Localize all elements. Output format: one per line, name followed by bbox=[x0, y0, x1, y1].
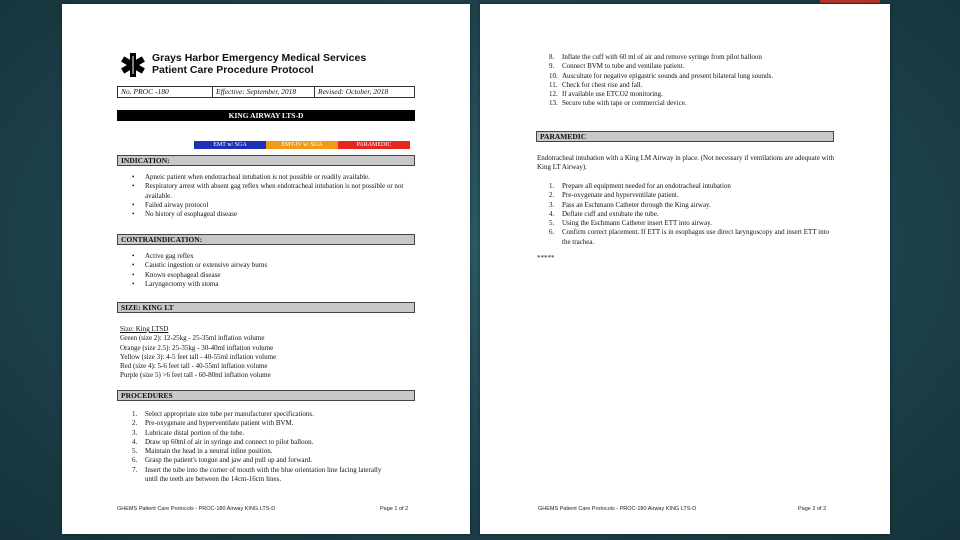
list-item: • Active gag reflex bbox=[132, 252, 412, 261]
step-text: Connect BVM to tube and ventilate patient. bbox=[562, 62, 685, 71]
footer-left: GHEMS Patient Care Protocols - PROC-180 Airway KING LTS-D bbox=[117, 506, 276, 512]
step-text: Confirm correct placement. If ETT is in esophagus use direct laryngoscopy and insert ETT into the trachea. bbox=[562, 228, 830, 246]
list-item bbox=[549, 182, 834, 191]
list-item bbox=[132, 419, 394, 428]
step-text: Insert the tube into the corner of mouth with the blue orientation line facing laterally until the teeth are between the 14cm-16cm lines. bbox=[145, 465, 382, 484]
step-text: Check for chest rise and fall. bbox=[562, 80, 643, 89]
legend-emt-sga: EMT w/ SGA bbox=[194, 141, 266, 149]
indication-list bbox=[132, 173, 412, 219]
step-text: Deflate cuff and extubate the tube. bbox=[562, 209, 659, 218]
size-line: Purple (size 5) >6 feet tall - 60-80ml inflation volume bbox=[120, 371, 271, 380]
step-number: 9. bbox=[549, 62, 555, 71]
step-number: 1. bbox=[132, 410, 138, 418]
procedures-list bbox=[132, 410, 394, 484]
step-number: 5. bbox=[132, 447, 138, 456]
size-subheading: Size: King LTSD bbox=[120, 325, 169, 333]
list-item bbox=[549, 228, 834, 247]
footer-page-number: Page 2 of 2 bbox=[798, 506, 827, 512]
step-number: 8. bbox=[549, 53, 555, 61]
step-text: Select appropriate size tube per manufacturer specifications. bbox=[145, 410, 314, 418]
list-item: • Laryngectomy with stoma bbox=[132, 280, 412, 289]
document-header bbox=[120, 52, 420, 82]
step-text: Pre-oxygenate and hyperventilate patient. bbox=[562, 191, 679, 200]
step-number: 4. bbox=[549, 209, 555, 218]
section-header-indication: INDICATION: bbox=[117, 155, 415, 166]
list-item bbox=[549, 191, 834, 200]
list-item bbox=[549, 90, 849, 99]
size-block bbox=[120, 325, 276, 381]
step-text: Draw up 60ml of air in syringe and connect to pilot balloon. bbox=[145, 437, 314, 446]
list-item bbox=[549, 62, 849, 71]
section-header-procedures: PROCEDURES bbox=[117, 390, 415, 401]
step-number: 2. bbox=[132, 419, 138, 428]
paramedic-steps-list bbox=[549, 182, 834, 247]
document-page-2 bbox=[480, 4, 890, 534]
list-item bbox=[132, 466, 394, 485]
step-number: 12. bbox=[549, 90, 558, 99]
list-item: • No history of esophageal disease bbox=[132, 210, 412, 219]
list-item: • Caustic ingestion or extensive airway burns bbox=[132, 261, 412, 270]
org-line-1: Grays Harbor Emergency Medical Services bbox=[152, 52, 367, 64]
step-number: 1. bbox=[549, 182, 555, 190]
list-item bbox=[132, 456, 394, 465]
procedures-continued-list bbox=[549, 53, 849, 109]
end-mark: ***** bbox=[537, 254, 555, 262]
accent-bar bbox=[820, 0, 880, 3]
size-line: Orange (size 2.5): 25-35kg - 30-40ml inflation volume bbox=[120, 343, 274, 352]
revised-date: Revised: October, 2018 bbox=[318, 87, 389, 96]
step-text: Lubricate distal portion of the tube. bbox=[145, 428, 245, 437]
list-item bbox=[549, 99, 849, 108]
step-text: Maintain the head in a neutral inline position. bbox=[145, 447, 273, 456]
step-number: 5. bbox=[549, 219, 555, 228]
step-text: Pre-oxygenate and hyperventilate patient with BVM. bbox=[145, 419, 294, 428]
section-header-contraindication: CONTRAINDICATION: bbox=[117, 234, 415, 245]
legend-paramedic: PARAMEDIC bbox=[338, 141, 410, 149]
size-line: Yellow (size 3): 4-5 feet tall - 40-55ml inflation volume bbox=[120, 352, 277, 361]
step-text: Secure tube with tape or commercial device. bbox=[562, 99, 687, 108]
step-number: 4. bbox=[132, 437, 138, 446]
step-text: Auscultate for negative epigastric sounds and present bilateral lung sounds. bbox=[562, 71, 774, 80]
organization-name bbox=[152, 52, 366, 76]
org-line-2: Patient Care Procedure Protocol bbox=[152, 64, 314, 76]
list-item: • Apneic patient when endotracheal intubation is not possible or readily available. bbox=[132, 173, 412, 182]
footer-page-number: Page 1 of 2 bbox=[380, 506, 409, 512]
document-page-1 bbox=[62, 4, 470, 534]
paramedic-intro: Endotracheal intubation with a King LM Airway in place. (Not necessary if ventilations are adequate with King LT Airway). bbox=[537, 154, 835, 172]
step-number: 7. bbox=[132, 465, 138, 474]
protocol-meta-row bbox=[117, 86, 415, 98]
provider-level-legend bbox=[194, 141, 410, 149]
list-item bbox=[549, 201, 834, 210]
list-item bbox=[132, 438, 394, 447]
step-number: 6. bbox=[549, 228, 555, 237]
list-item: • Failed airway protocol bbox=[132, 201, 412, 210]
list-item bbox=[549, 72, 849, 81]
size-line: Red (size 4): 5-6 feet tall - 40-55ml inflation volume bbox=[120, 362, 268, 371]
step-number: 11. bbox=[549, 80, 558, 89]
list-item bbox=[549, 81, 849, 90]
step-number: 2. bbox=[549, 191, 555, 200]
list-item bbox=[549, 219, 834, 228]
list-item bbox=[132, 447, 394, 456]
step-number: 13. bbox=[549, 99, 558, 108]
list-item bbox=[132, 410, 394, 419]
step-text: Prepare all equipment needed for an endotracheal intubation bbox=[562, 182, 731, 190]
legend-emt-iv-sga: EMT-IV w/ SGA bbox=[266, 141, 338, 149]
list-item bbox=[549, 210, 834, 219]
step-text: Pass an Eschmann Catheter through the King airway. bbox=[562, 200, 711, 209]
step-number: 3. bbox=[549, 200, 555, 209]
step-text: If available use ETCO2 monitoring. bbox=[562, 90, 663, 99]
step-number: 6. bbox=[132, 456, 138, 465]
effective-date: Effective: September, 2018 bbox=[213, 87, 315, 97]
protocol-number: No. PROC -180 bbox=[118, 87, 213, 97]
protocol-title: KING AIRWAY LTS-D bbox=[117, 110, 415, 121]
list-item: • Respiratory arrest with absent gag reflex when endotracheal intubation is not possible or not available. bbox=[132, 182, 412, 201]
step-text: Inflate the cuff with 60 ml of air and remove syringe from pilot balloon bbox=[562, 53, 762, 61]
step-number: 3. bbox=[132, 428, 138, 437]
section-header-size: SIZE: KING LT bbox=[117, 302, 415, 313]
step-number: 10. bbox=[549, 71, 558, 80]
size-line: Green (size 2): 12-25kg - 25-35ml inflation volume bbox=[120, 334, 265, 343]
section-header-paramedic: PARAMEDIC bbox=[536, 131, 834, 142]
list-item: • Known esophageal disease bbox=[132, 271, 412, 280]
contraindication-list bbox=[132, 252, 412, 289]
step-text: Grasp the patient's tongue and jaw and pull up and forward. bbox=[145, 456, 313, 465]
list-item bbox=[132, 429, 394, 438]
star-of-life-icon bbox=[120, 52, 146, 78]
step-text: Using the Eschmann Catheter insert ETT into airway. bbox=[562, 219, 712, 228]
footer-left: GHEMS Patient Care Protocols - PROC-180 Airway KING LTS-D bbox=[538, 506, 697, 512]
list-item bbox=[549, 53, 849, 62]
